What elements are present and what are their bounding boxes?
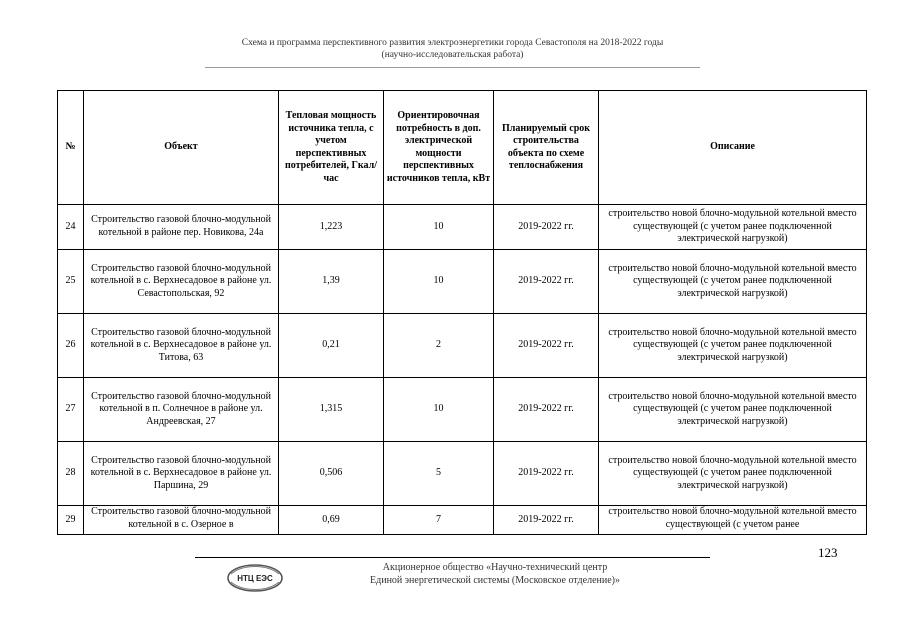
table-row [58,442,867,506]
footer-org-line1: Акционерное общество «Научно-технический центр [382,562,608,573]
header-title: Схема и программа перспективного развития электроэнергетики города Севастополя на 2018-2022 годы [241,38,664,48]
header-subtitle: (научно-исследовательская работа) [381,50,524,60]
cell-construction-term: 2019-2022 гг. [494,378,599,442]
cell-object: Строительство газовой блочно-модульной котельной в с. Озерное в [84,506,279,535]
company-logo-icon [225,562,285,594]
col-header-object: Объект [84,91,279,205]
cell-description: строительство новой блочно-модульной котельной вместо существующей (с учетом ранее [599,506,867,535]
footer-org-line2: Единой энергетической системы (Московское отделение)» [370,575,620,586]
cell-object: Строительство газовой блочно-модульной котельной в с. Верхнесадовое в районе ул. Севастопольская, 92 [84,250,279,314]
cell-heat-capacity: 0,506 [279,442,384,506]
col-header-number: № [58,91,84,205]
cell-power-demand: 5 [384,442,494,506]
cell-heat-capacity: 1,315 [279,378,384,442]
cell-description: строительство новой блочно-модульной котельной вместо существующей (с учетом ранее подключенной электрической нагрузкой) [599,250,867,314]
table-row [58,205,867,250]
cell-number: 24 [58,205,84,250]
col-header-power-demand: Ориентировочная потребность в доп. электрической мощности перспективных источников тепла, кВт [384,91,494,205]
cell-number: 29 [58,506,84,535]
cell-heat-capacity: 1,223 [279,205,384,250]
cell-object: Строительство газовой блочно-модульной котельной в п. Солнечное в районе ул. Андреевская, 27 [84,378,279,442]
cell-power-demand: 10 [384,378,494,442]
cell-description: строительство новой блочно-модульной котельной вместо существующей (с учетом ранее подключенной электрической нагрузкой) [599,442,867,506]
col-header-description: Описание [599,91,867,205]
objects-table [57,90,867,535]
table-row [58,378,867,442]
cell-heat-capacity: 0,69 [279,506,384,535]
cell-number: 28 [58,442,84,506]
table-row [58,250,867,314]
col-header-heat-capacity: Тепловая мощность источника тепла, с учетом перспективных потребителей, Гкал/час [279,91,384,205]
page-header [150,37,755,61]
cell-power-demand: 10 [384,205,494,250]
cell-object: Строительство газовой блочно-модульной котельной в с. Верхнесадовое в районе ул. Титова, 63 [84,314,279,378]
header-divider [205,67,700,68]
table-row [58,314,867,378]
logo-text: НТЦ ЕЭС [237,574,273,583]
cell-heat-capacity: 1,39 [279,250,384,314]
cell-number: 25 [58,250,84,314]
cell-power-demand: 2 [384,314,494,378]
cell-description: строительство новой блочно-модульной котельной вместо существующей (с учетом ранее подключенной электрической нагрузкой) [599,378,867,442]
cell-description: строительство новой блочно-модульной котельной вместо существующей (с учетом ранее подключенной электрической нагрузкой) [599,205,867,250]
cell-construction-term: 2019-2022 гг. [494,250,599,314]
cell-object: Строительство газовой блочно-модульной котельной в районе пер. Новикова, 24а [84,205,279,250]
page-number: 123 [818,545,838,560]
cell-number: 26 [58,314,84,378]
table-row [58,506,867,535]
cell-power-demand: 7 [384,506,494,535]
col-header-construction-term: Планируемый срок строительства объекта по схеме теплоснабжения [494,91,599,205]
cell-heat-capacity: 0,21 [279,314,384,378]
cell-construction-term: 2019-2022 гг. [494,506,599,535]
page-footer [330,561,660,587]
cell-number: 27 [58,378,84,442]
cell-power-demand: 10 [384,250,494,314]
cell-description: строительство новой блочно-модульной котельной вместо существующей (с учетом ранее подключенной электрической нагрузкой) [599,314,867,378]
footer-divider [195,557,710,558]
cell-construction-term: 2019-2022 гг. [494,442,599,506]
table-header-row [58,91,867,205]
cell-construction-term: 2019-2022 гг. [494,314,599,378]
cell-construction-term: 2019-2022 гг. [494,205,599,250]
cell-object: Строительство газовой блочно-модульной котельной в с. Верхнесадовое в районе ул. Паршина, 29 [84,442,279,506]
